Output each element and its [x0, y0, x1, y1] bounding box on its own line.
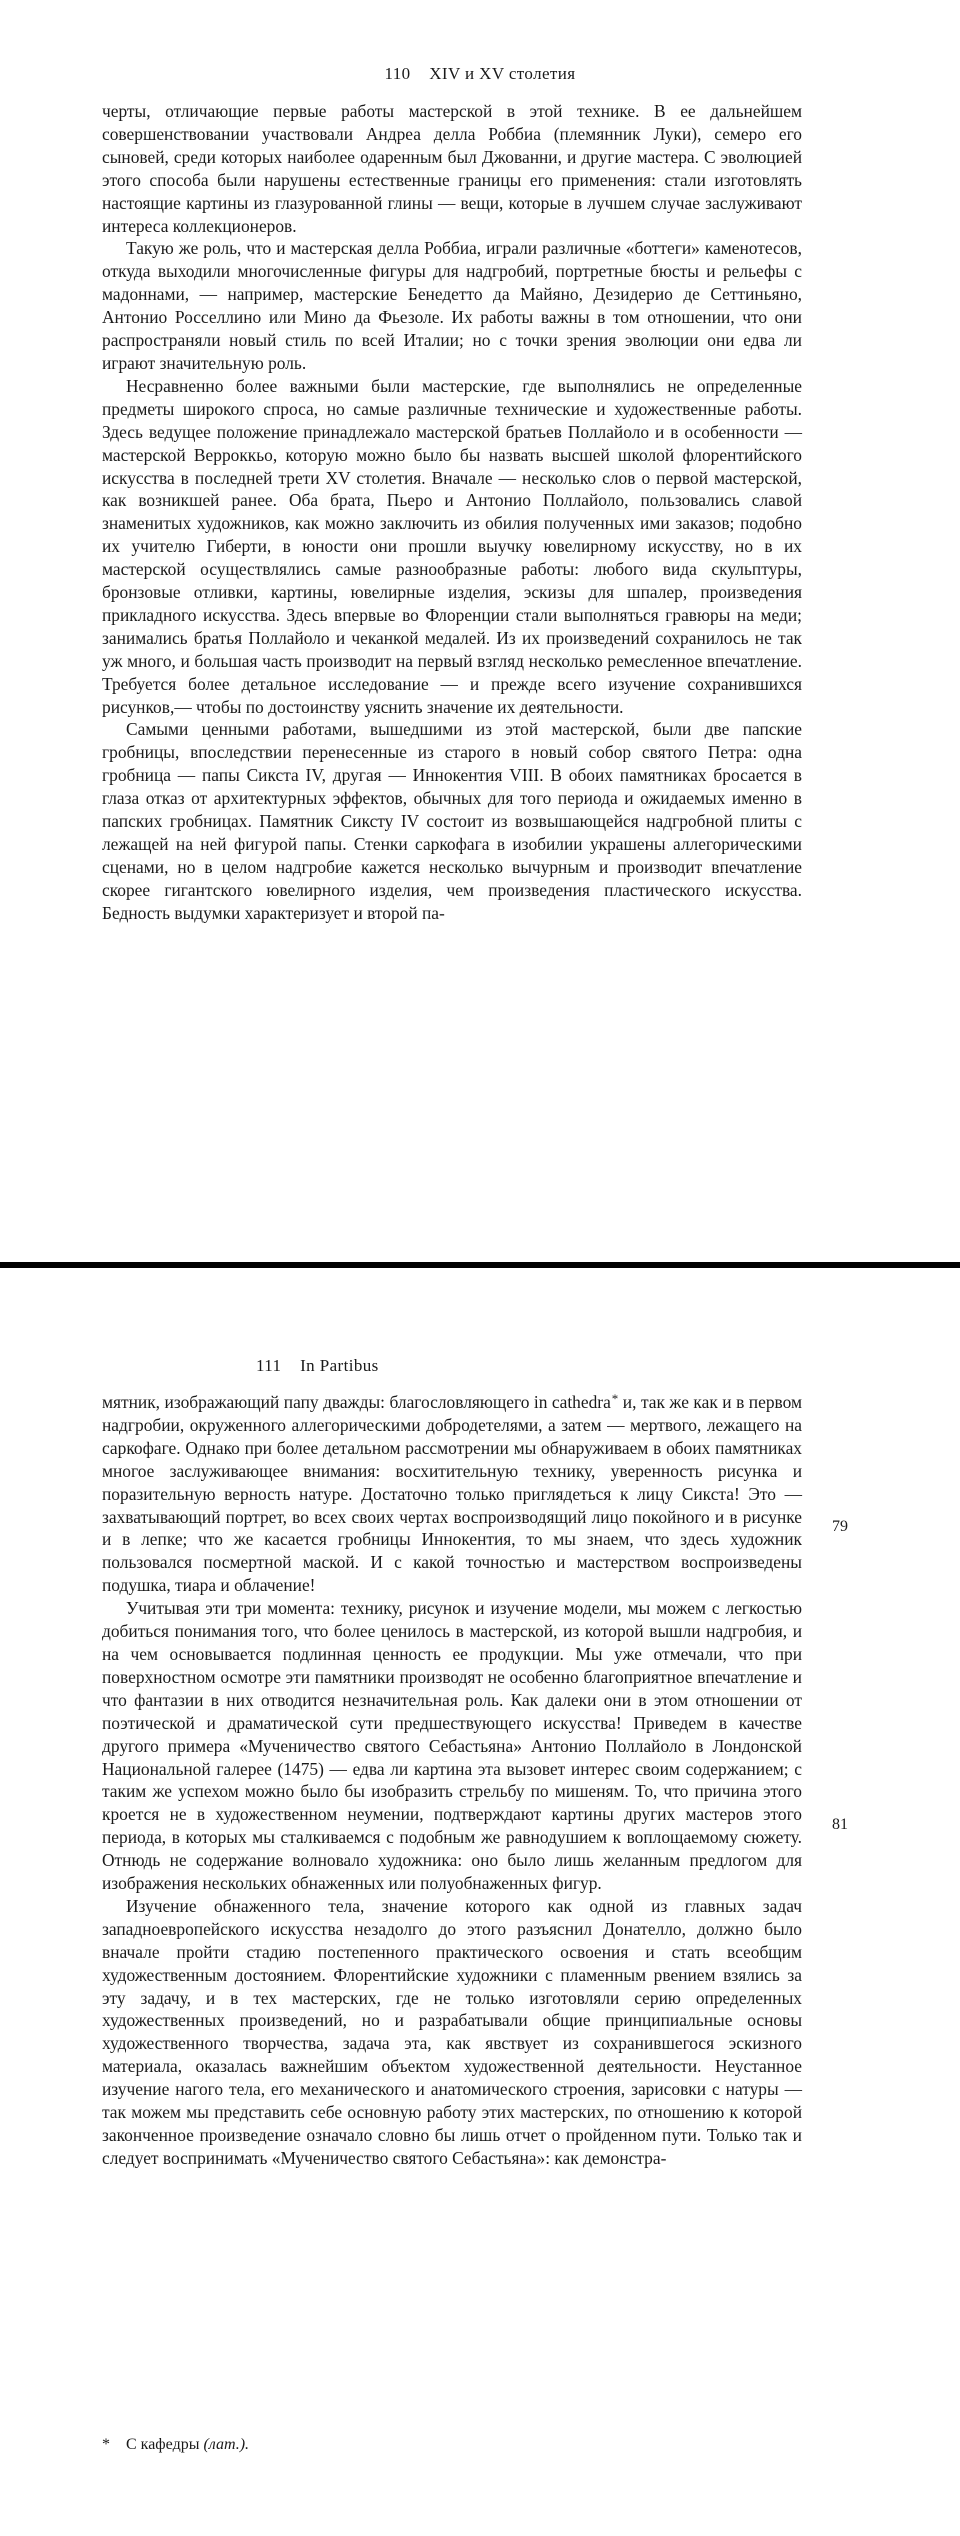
running-head-title: XIV и XV столетия — [429, 64, 576, 83]
running-head-title: In Partibus — [300, 1356, 379, 1375]
footnote-reference[interactable]: * — [611, 1391, 619, 1406]
paragraph-text: мятник, изображающий папу дважды: благословляющего in cathedra — [102, 1392, 611, 1412]
page-number: 111 — [256, 1356, 282, 1375]
footnote-text: С кафедры — [126, 2436, 200, 2453]
paragraph: Изучение обнаженного тела, значение которого как одной из главных задач западноевропейского искусства незадолго до этого разъяснил Донателло, должно было вначале пройти стадию постепенного практического освоения и стать всеобщим художественным достоянием. Флорентийские художники с пламенным рвением взялись за эту задачу, и в тех мастерских, где не только изготовляли серию определенных художественных произведений, но и разрабатывали общие принципиальные основы художественного творчества, задача эта, как явствует из сохранившегося эскизного материала, оказалась важнейшим объектом художественной деятельности. Неустанное изучение нагого тела, его механического и анатомического строения, зарисовки с натуры — так можем мы представить себе основную работу этих мастерских, по отношению к которой законченное произведение означало словно бы лишь отчет о пройденном пути. Только так и следует воспринимать «Мученичество святого Себастьяна»: как демонстра- — [102, 1895, 802, 2168]
margin-note-81: 81 — [832, 1816, 848, 1833]
paragraph-text: и, так же как и в первом надгробии, окруженного аллегорическими добродетелями, а затем — мертвого, лежащего на саркофаге. Однако при более детальном рассмотрении мы обнаруживаем в обоих памятниках многое заслуживающее внимания: восхитительную технику, уверенность рисунка и поразительную верность натуре. Достаточно только приглядеться к лицу Сикста! Это — захватывающий портрет, во всех своих чертах воспроизводящий лицо покойного и в рисунке и в лепке; что же касается гробницы Иннокентия, то мы знаем, что здесь художник пользовался посмертной маской. И с какой точностью и мастерством воспроизведены подушка, тиара и облачение! — [102, 1392, 802, 1596]
footnote-mark: * — [102, 2436, 110, 2453]
footnote — [102, 2436, 249, 2454]
body-text — [102, 100, 802, 925]
paragraph: Такую же роль, что и мастерская делла Роббиа, играли различные «боттеги» каменотесов, откуда выходили многочисленные фигуры для надгробий, портретные бюсты и рельефы с мадоннами, — например, мастерские Бенедетто да Майяно, Дезидерио де Сеттиньяно, Антонио Росселлино или Мино да Фьезоле. Их работы важны в том отношении, что они распространяли новый стиль по всей Италии; но с точки зрения эволюции они едва ли играют значительную роль. — [102, 238, 802, 373]
body-text — [102, 1388, 802, 2170]
paragraph: Самыми ценными работами, вышедшими из этой мастерской, были две папские гробницы, впоследствии перенесенные из старого в новый собор святого Петра: одна гробница — папы Сикста IV, другая — Иннокентия VIII. В обоих памятниках бросается в глаза отказ от архитектурных эффектов, обычных для того периода и ожидаемых именно в папских гробницах. Памятник Сиксту IV состоит из возвышающейся надгробной плиты с лежащей на ней фигурой папы. Стенки саркофага в изобилии украшены аллегорическими сценами, но в целом надгробие кажется несколько вычурным и производит впечатление скорее гигантского ювелирного изделия, чем произведения пластического искусства. Бедность выдумки характеризует и второй па- — [102, 719, 802, 923]
footnote-lang: (лат.). — [203, 2436, 250, 2453]
margin-note-79: 79 — [832, 1518, 848, 1535]
paragraph — [102, 1388, 802, 1597]
running-head — [110, 64, 850, 84]
paragraph: Несравненно более важными были мастерские, где выполнялись не определенные предметы широкого спроса, но самые различные технические и художественные работы. Здесь ведущее положение принадлежало мастерской братьев Поллайоло и в особенности — мастерской Верроккьо, которую можно было бы назвать высшей школой флорентийского искусства в последней трети XV столетия. Вначале — несколько слов о первой мастерской, как возникшей ранее. Оба брата, Пьеро и Антонио Поллайоло, пользовались славой знаменитых художников, как можно заключить из обилия полученных ими заказов; подобно их учителю Гиберти, в юности они прошли выучку ювелирному искусству, но в их мастерской осуществлялись самые разнообразные работы: любого вида скульптуры, бронзовые отливки, картины, ювелирные изделия, эскизы для шпалер, произведения прикладного искусства. Здесь впервые во Флоренции стали выполняться гравюры на меди; занимались братья Поллайоло и чеканкой медалей. Из их произведений сохранилось не так уж много, и большая часть производит на первый взгляд несколько ремесленное впечатление. Требуется более детальное исследование — и прежде всего изучение сохранившихся рисунков,— чтобы по достоинству уяснить значение их деятельности. — [102, 375, 802, 717]
page-number: 110 — [384, 64, 411, 83]
page-111 — [0, 1268, 960, 2536]
page-110 — [0, 0, 960, 1262]
paragraph: черты, отличающие первые работы мастерской в этой технике. В ее дальнейшем совершенствовании участвовали Андреа делла Роббиа (племянник Луки), семеро его сыновей, среди которых наиболее одаренным был Джованни, и другие мастера. С эволюцией этого способа были нарушены естественные границы его применения: стали изготовлять настоящие картины из глазурованной глины — вещи, которые в лучшем случае заслуживают интереса коллекционеров. — [102, 101, 802, 236]
running-head — [256, 1356, 696, 1376]
paragraph: Учитывая эти три момента: технику, рисунок и изучение модели, мы можем с легкостью добиться понимания того, что более ценилось в мастерской, из которой вышли надгробия, и на чем основывается подлинная ценность ее продукции. Мы уже отмечали, что при поверхностном осмотре эти памятники производят не особенно благоприятное впечатление и что фантазии в них отводится незначительная роль. Как далеки они в этом отношении от поэтической и драматической сути предшествующего искусства! Приведем в качестве другого примера «Мученичество святого Себастьяна» Антонио Поллайоло в Лондонской Национальной галерее (1475) — едва ли картина эта вызовет интерес своим содержанием; с таким же успехом можно было бы изобразить стрельбу по мишеням. То, что причина этого кроется не в художественном неумении, подтверждают картины других мастеров этого периода, в которых мы сталкиваемся с подобным же равнодушием к воплощаемому сюжету. Отнюдь не содержание волновало художника: оно было лишь желанным предлогом для изображения нескольких обнаженных или полуобнаженных фигур. — [102, 1598, 802, 1894]
